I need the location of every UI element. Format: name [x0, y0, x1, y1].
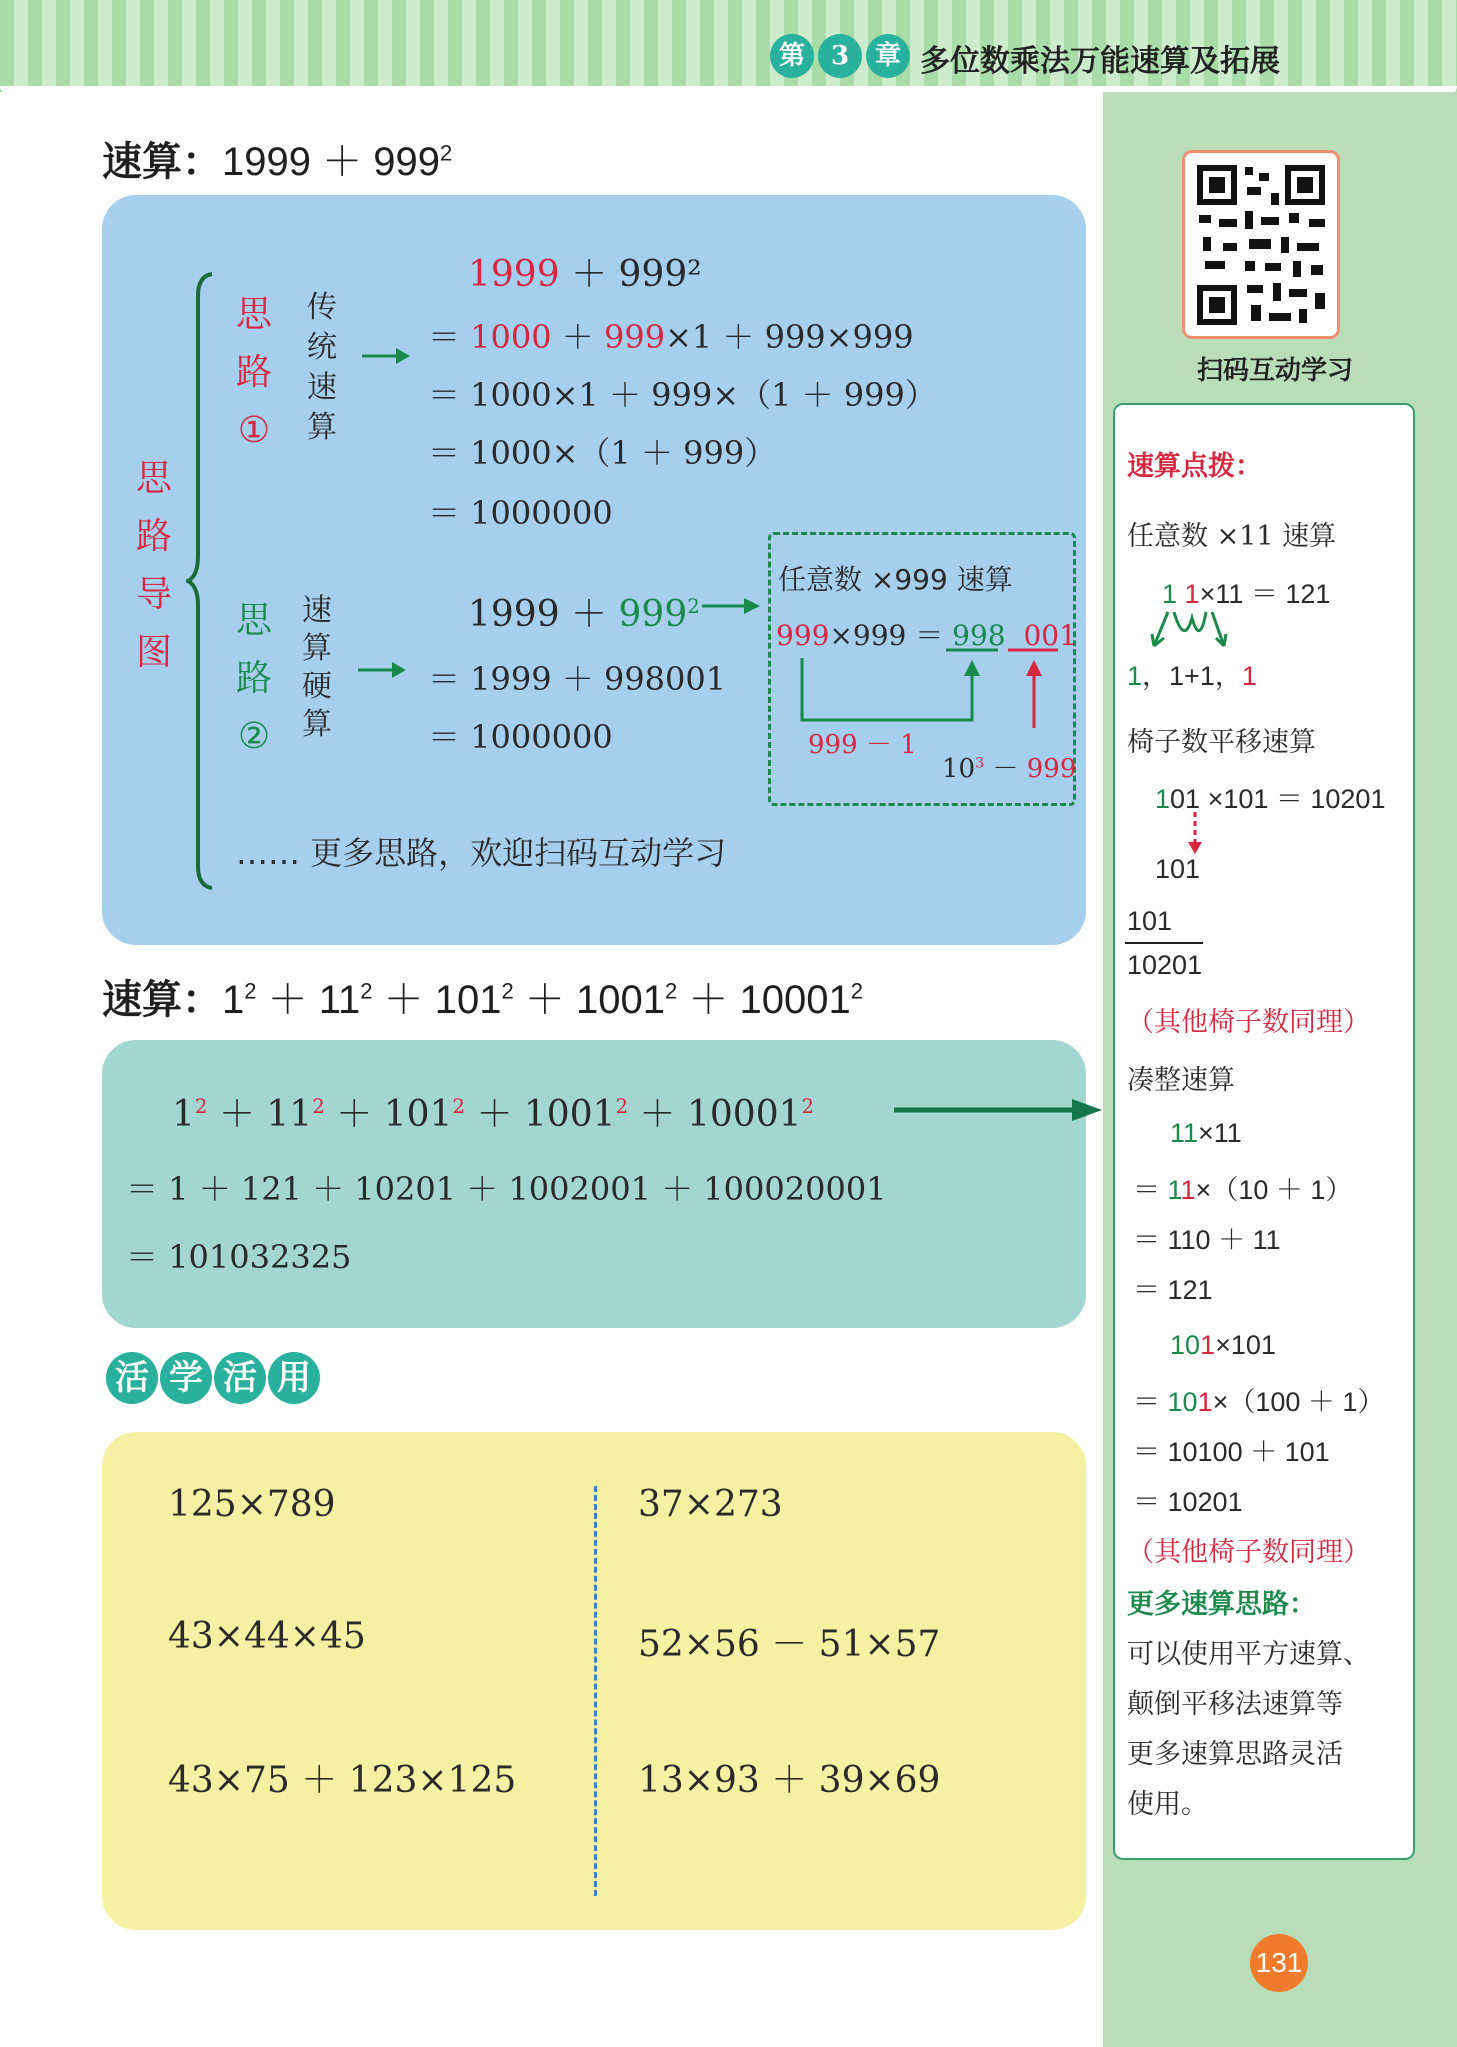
x999-tip-note-left: 999 － 1: [808, 730, 917, 760]
tip-chair-expr: 101 ×101 ＝ 10201: [1155, 784, 1386, 814]
x999-tip-arrows-icon: [788, 648, 1068, 728]
chapter-number-badge: 3: [818, 34, 862, 78]
round-line-3: ＝ 110 ＋ 11: [1133, 1225, 1281, 1255]
exercise-item: 43×75 ＋ 123×125: [168, 1760, 517, 1801]
tip-x11-title: 任意数 ×11 速算: [1127, 521, 1337, 552]
more-ideas-text: …… 更多思路，欢迎扫码互动学习: [236, 834, 727, 872]
squares-line0: $1^2 + 11^2 + 101^2 + 1001^2 + 10001^2$: [172, 1094, 815, 1135]
round-line-4: ＝ 121: [1133, 1275, 1213, 1305]
route2-line1: ＝ 1999 ＋ 998001: [428, 660, 727, 698]
route2-line2: ＝ 1000000: [428, 718, 613, 756]
x999-tip-note-right: $10^3 - 999$: [942, 754, 1077, 784]
qr-code-icon: [1185, 153, 1337, 336]
exercise-item: 37×273: [638, 1484, 783, 1525]
page-number: 131: [1250, 1934, 1308, 1992]
tip-x11-expr: 1 1×11 ＝ 121: [1162, 579, 1331, 609]
chapter-suffix-badge: 章: [866, 34, 910, 78]
squares-line1: ＝ 1 ＋ 121 ＋ 10201 ＋ 1002001 ＋ 100020001: [126, 1170, 887, 1208]
tip-chair-down: 101: [1155, 854, 1201, 884]
frac-line: [1125, 942, 1203, 944]
tip-more-line: 使用。: [1127, 1789, 1208, 1820]
section2-heading: 速算：$1^2 + 11^2 + 101^2 + 1001^2 + 10001^2$: [102, 977, 863, 1023]
x11-split-arrows-icon: [1140, 606, 1240, 656]
route1-line3: ＝ 1000×（1 ＋ 999）: [428, 434, 777, 472]
exercise-item: 125×789: [168, 1484, 336, 1525]
tip-same-1: （其他椅子数同理）: [1127, 1007, 1370, 1038]
mind-map-label: 思 路 导 图: [135, 458, 172, 673]
tip-round-title: 凑整速算: [1127, 1065, 1235, 1096]
chair-down-arrow-icon: [1185, 810, 1205, 858]
activity-badge-char: 活: [214, 1352, 266, 1404]
route1-line1: ＝ 1000 ＋ 999×1 ＋ 999×999: [428, 318, 914, 356]
tip-title: 速算点拨：: [1127, 451, 1262, 482]
qr-caption: 扫码互动学习: [1196, 355, 1353, 385]
chapter-prefix-badge: 第: [770, 34, 814, 78]
route2-method: 速 算 硬 算: [302, 593, 332, 742]
route2-arrow-icon: [356, 658, 408, 682]
qr-code[interactable]: [1182, 150, 1340, 339]
route2-label: 思 路 ②: [235, 600, 272, 757]
route1-line4: ＝ 1000000: [428, 494, 613, 532]
activity-badge-char: 用: [268, 1352, 320, 1404]
activity-badge-char: 学: [160, 1352, 212, 1404]
x999-tip-expr: 999×999 ＝ 998 001: [776, 619, 1077, 652]
section1-heading: 速算：$1999 + 999^2$: [102, 139, 453, 185]
squares-line2: ＝ 101032325: [126, 1238, 352, 1276]
route1-line0: 1999 ＋ 999²: [468, 254, 702, 295]
route1-line2: ＝ 1000×1 ＋ 999×（1 ＋ 999）: [428, 376, 937, 414]
exercise-item: 52×56 － 51×57: [638, 1624, 941, 1665]
exercise-item: 13×93 ＋ 39×69: [638, 1760, 941, 1801]
tip-more-line: 颠倒平移法速算等: [1127, 1689, 1343, 1720]
mind-map-brace-icon: [186, 272, 216, 890]
exercise-item: 43×44×45: [168, 1616, 366, 1657]
tip-x11-digits: 1，1+1，1: [1127, 661, 1257, 691]
round-line-6: ＝ 101×（100 ＋ 1）: [1133, 1387, 1385, 1417]
route1-arrow-icon: [360, 344, 412, 368]
tip-chair-title: 椅子数平移速算: [1127, 727, 1316, 758]
round-line-2: ＝ 11×（10 ＋ 1）: [1133, 1175, 1353, 1205]
exercise-divider: [594, 1486, 597, 1896]
tip-same-2: （其他椅子数同理）: [1127, 1537, 1370, 1568]
round-line-7: ＝ 10100 ＋ 101: [1133, 1437, 1330, 1467]
tip-more-title: 更多速算思路：: [1127, 1589, 1316, 1620]
route1-label: 思 路 ①: [235, 294, 272, 451]
tip-more-line: 可以使用平方速算、: [1127, 1639, 1370, 1670]
to-sidebar-arrow-icon: [892, 1096, 1106, 1124]
to-tip-arrow-icon: [700, 594, 762, 618]
tip-more-line: 更多速算思路灵活: [1127, 1739, 1343, 1770]
x999-tip-title: 任意数 ×999 速算: [778, 563, 1013, 596]
route2-line0: $1999 + 999^2$: [468, 594, 700, 635]
round-line-8: ＝ 10201: [1133, 1487, 1243, 1517]
route1-method: 传 统 速 算: [307, 290, 337, 445]
tip-chair-frac-bottom: 10201: [1127, 950, 1203, 980]
round-line-5: 101×101: [1170, 1330, 1276, 1360]
activity-badge-char: 活: [106, 1352, 158, 1404]
tip-chair-frac-top: 101: [1127, 906, 1173, 936]
round-line-1: 11×11: [1170, 1118, 1242, 1148]
chapter-title: 多位数乘法万能速算及拓展: [920, 44, 1280, 79]
